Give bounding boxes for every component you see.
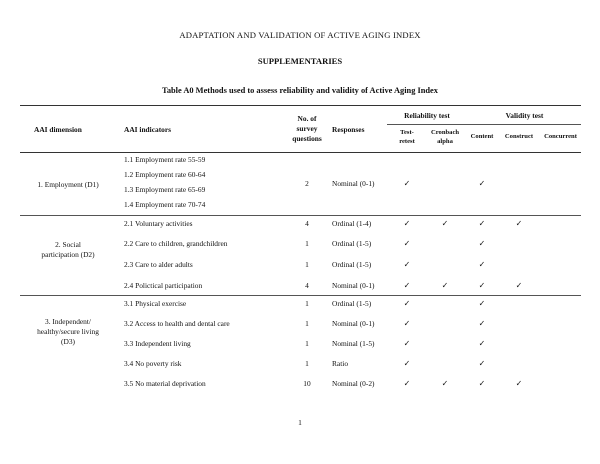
indicator-cell: 3.2 Access to health and dental care: [124, 319, 230, 328]
indicator-cell: 1.4 Employment rate 70-74: [124, 200, 206, 209]
responses-cell: Nominal (0-2): [332, 379, 375, 388]
dimension-label: 2. Social: [55, 240, 81, 249]
test-retest-check-icon: ✓: [403, 339, 411, 348]
construct-check-icon: ✓: [515, 219, 523, 228]
header-content: Content: [470, 133, 494, 140]
responses-cell: Ordinal (1-5): [332, 260, 372, 269]
indicator-cell: 2.2 Care to children, grandchildren: [124, 239, 228, 248]
content-check-icon: ✓: [478, 260, 486, 269]
questions-cell: 1: [305, 260, 309, 269]
table-top-rule: [20, 105, 581, 106]
cronbach-check-icon: ✓: [441, 281, 449, 290]
questions-cell: 1: [305, 319, 309, 328]
responses-cell: Ordinal (1-5): [332, 239, 372, 248]
dimension-label: participation (D2): [41, 250, 95, 259]
header-validity-group: Validity test: [505, 111, 544, 120]
content-check-icon: ✓: [478, 379, 486, 388]
test-retest-check-icon: ✓: [403, 281, 411, 290]
header-cronbach-line2: alpha: [437, 138, 453, 145]
content-check-icon: ✓: [478, 179, 486, 188]
indicator-cell: 3.3 Independent living: [124, 339, 191, 348]
document-subtitle: SUPPLEMENTARIES: [257, 56, 343, 66]
indicator-cell: 3.5 No material deprivation: [124, 379, 206, 388]
test-retest-check-icon: ✓: [403, 379, 411, 388]
dimension-label: 3. Independent/: [45, 317, 91, 326]
questions-cell: 4: [305, 219, 309, 228]
methods-table: [20, 105, 581, 405]
content-check-icon: ✓: [478, 319, 486, 328]
header-concurrent: Concurrent: [544, 133, 577, 140]
test-retest-check-icon: ✓: [403, 299, 411, 308]
responses-cell: Nominal (0-1): [332, 281, 375, 290]
construct-check-icon: ✓: [515, 379, 523, 388]
content-check-icon: ✓: [478, 339, 486, 348]
responses-cell: Nominal (0-1): [332, 319, 375, 328]
content-check-icon: ✓: [478, 359, 486, 368]
header-group-rule: [387, 124, 581, 125]
dimension-label: 1. Employment (D1): [37, 180, 99, 189]
content-check-icon: ✓: [478, 281, 486, 290]
responses-cell: Ratio: [332, 359, 349, 368]
indicator-cell: 1.1 Employment rate 55-59: [124, 155, 206, 164]
dimension-label: (D3): [61, 337, 75, 346]
header-questions-line3: questions: [292, 134, 322, 143]
questions-cell: 2: [305, 179, 309, 188]
page-number: 1: [298, 418, 302, 427]
header-questions-line1: No. of: [297, 114, 317, 123]
dimension-label: healthy/secure living: [37, 327, 99, 336]
indicator-cell: 2.3 Care to alder adults: [124, 260, 193, 269]
questions-cell: 1: [305, 339, 309, 348]
cronbach-check-icon: ✓: [441, 219, 449, 228]
header-test-retest-line1: Test-: [400, 129, 414, 136]
content-check-icon: ✓: [478, 219, 486, 228]
indicator-cell: 1.2 Employment rate 60-64: [124, 170, 206, 179]
indicator-cell: 3.4 No poverty risk: [124, 359, 182, 368]
test-retest-check-icon: ✓: [403, 179, 411, 188]
test-retest-check-icon: ✓: [403, 319, 411, 328]
header-test-retest-line2: retest: [399, 138, 415, 145]
test-retest-check-icon: ✓: [403, 260, 411, 269]
indicator-cell: 2.4 Polictical participation: [124, 281, 203, 290]
document-title: ADAPTATION AND VALIDATION OF ACTIVE AGING INDEX: [179, 30, 421, 40]
questions-cell: 1: [305, 299, 309, 308]
cronbach-check-icon: ✓: [441, 379, 449, 388]
responses-cell: Nominal (1-5): [332, 339, 375, 348]
header-indicators: AAI indicators: [124, 125, 172, 134]
indicator-cell: 3.1 Physical exercise: [124, 299, 187, 308]
questions-cell: 10: [303, 379, 311, 388]
table-caption: Table A0 Methods used to assess reliability and validity of Active Aging Index: [162, 86, 438, 95]
header-construct: Construct: [504, 133, 534, 140]
test-retest-check-icon: ✓: [403, 219, 411, 228]
responses-cell: Ordinal (1-4): [332, 219, 372, 228]
header-reliability-group: Reliability test: [404, 111, 450, 120]
indicator-cell: 1.3 Employment rate 65-69: [124, 185, 206, 194]
test-retest-check-icon: ✓: [403, 239, 411, 248]
construct-check-icon: ✓: [515, 281, 523, 290]
questions-cell: 4: [305, 281, 309, 290]
responses-cell: Ordinal (1-5): [332, 299, 372, 308]
header-cronbach-line1: Cronbach: [430, 129, 460, 136]
header-bottom-rule: [20, 152, 581, 153]
content-check-icon: ✓: [478, 239, 486, 248]
group-divider-2: [20, 295, 581, 296]
test-retest-check-icon: ✓: [403, 359, 411, 368]
responses-cell: Nominal (0-1): [332, 179, 375, 188]
header-responses: Responses: [332, 125, 365, 134]
header-dimension: AAI dimension: [34, 125, 82, 134]
header-questions-line2: survey: [296, 124, 318, 133]
indicator-cell: 2.1 Voluntary activities: [124, 219, 193, 228]
group-divider-1: [20, 215, 581, 216]
questions-cell: 1: [305, 239, 309, 248]
questions-cell: 1: [305, 359, 309, 368]
content-check-icon: ✓: [478, 299, 486, 308]
